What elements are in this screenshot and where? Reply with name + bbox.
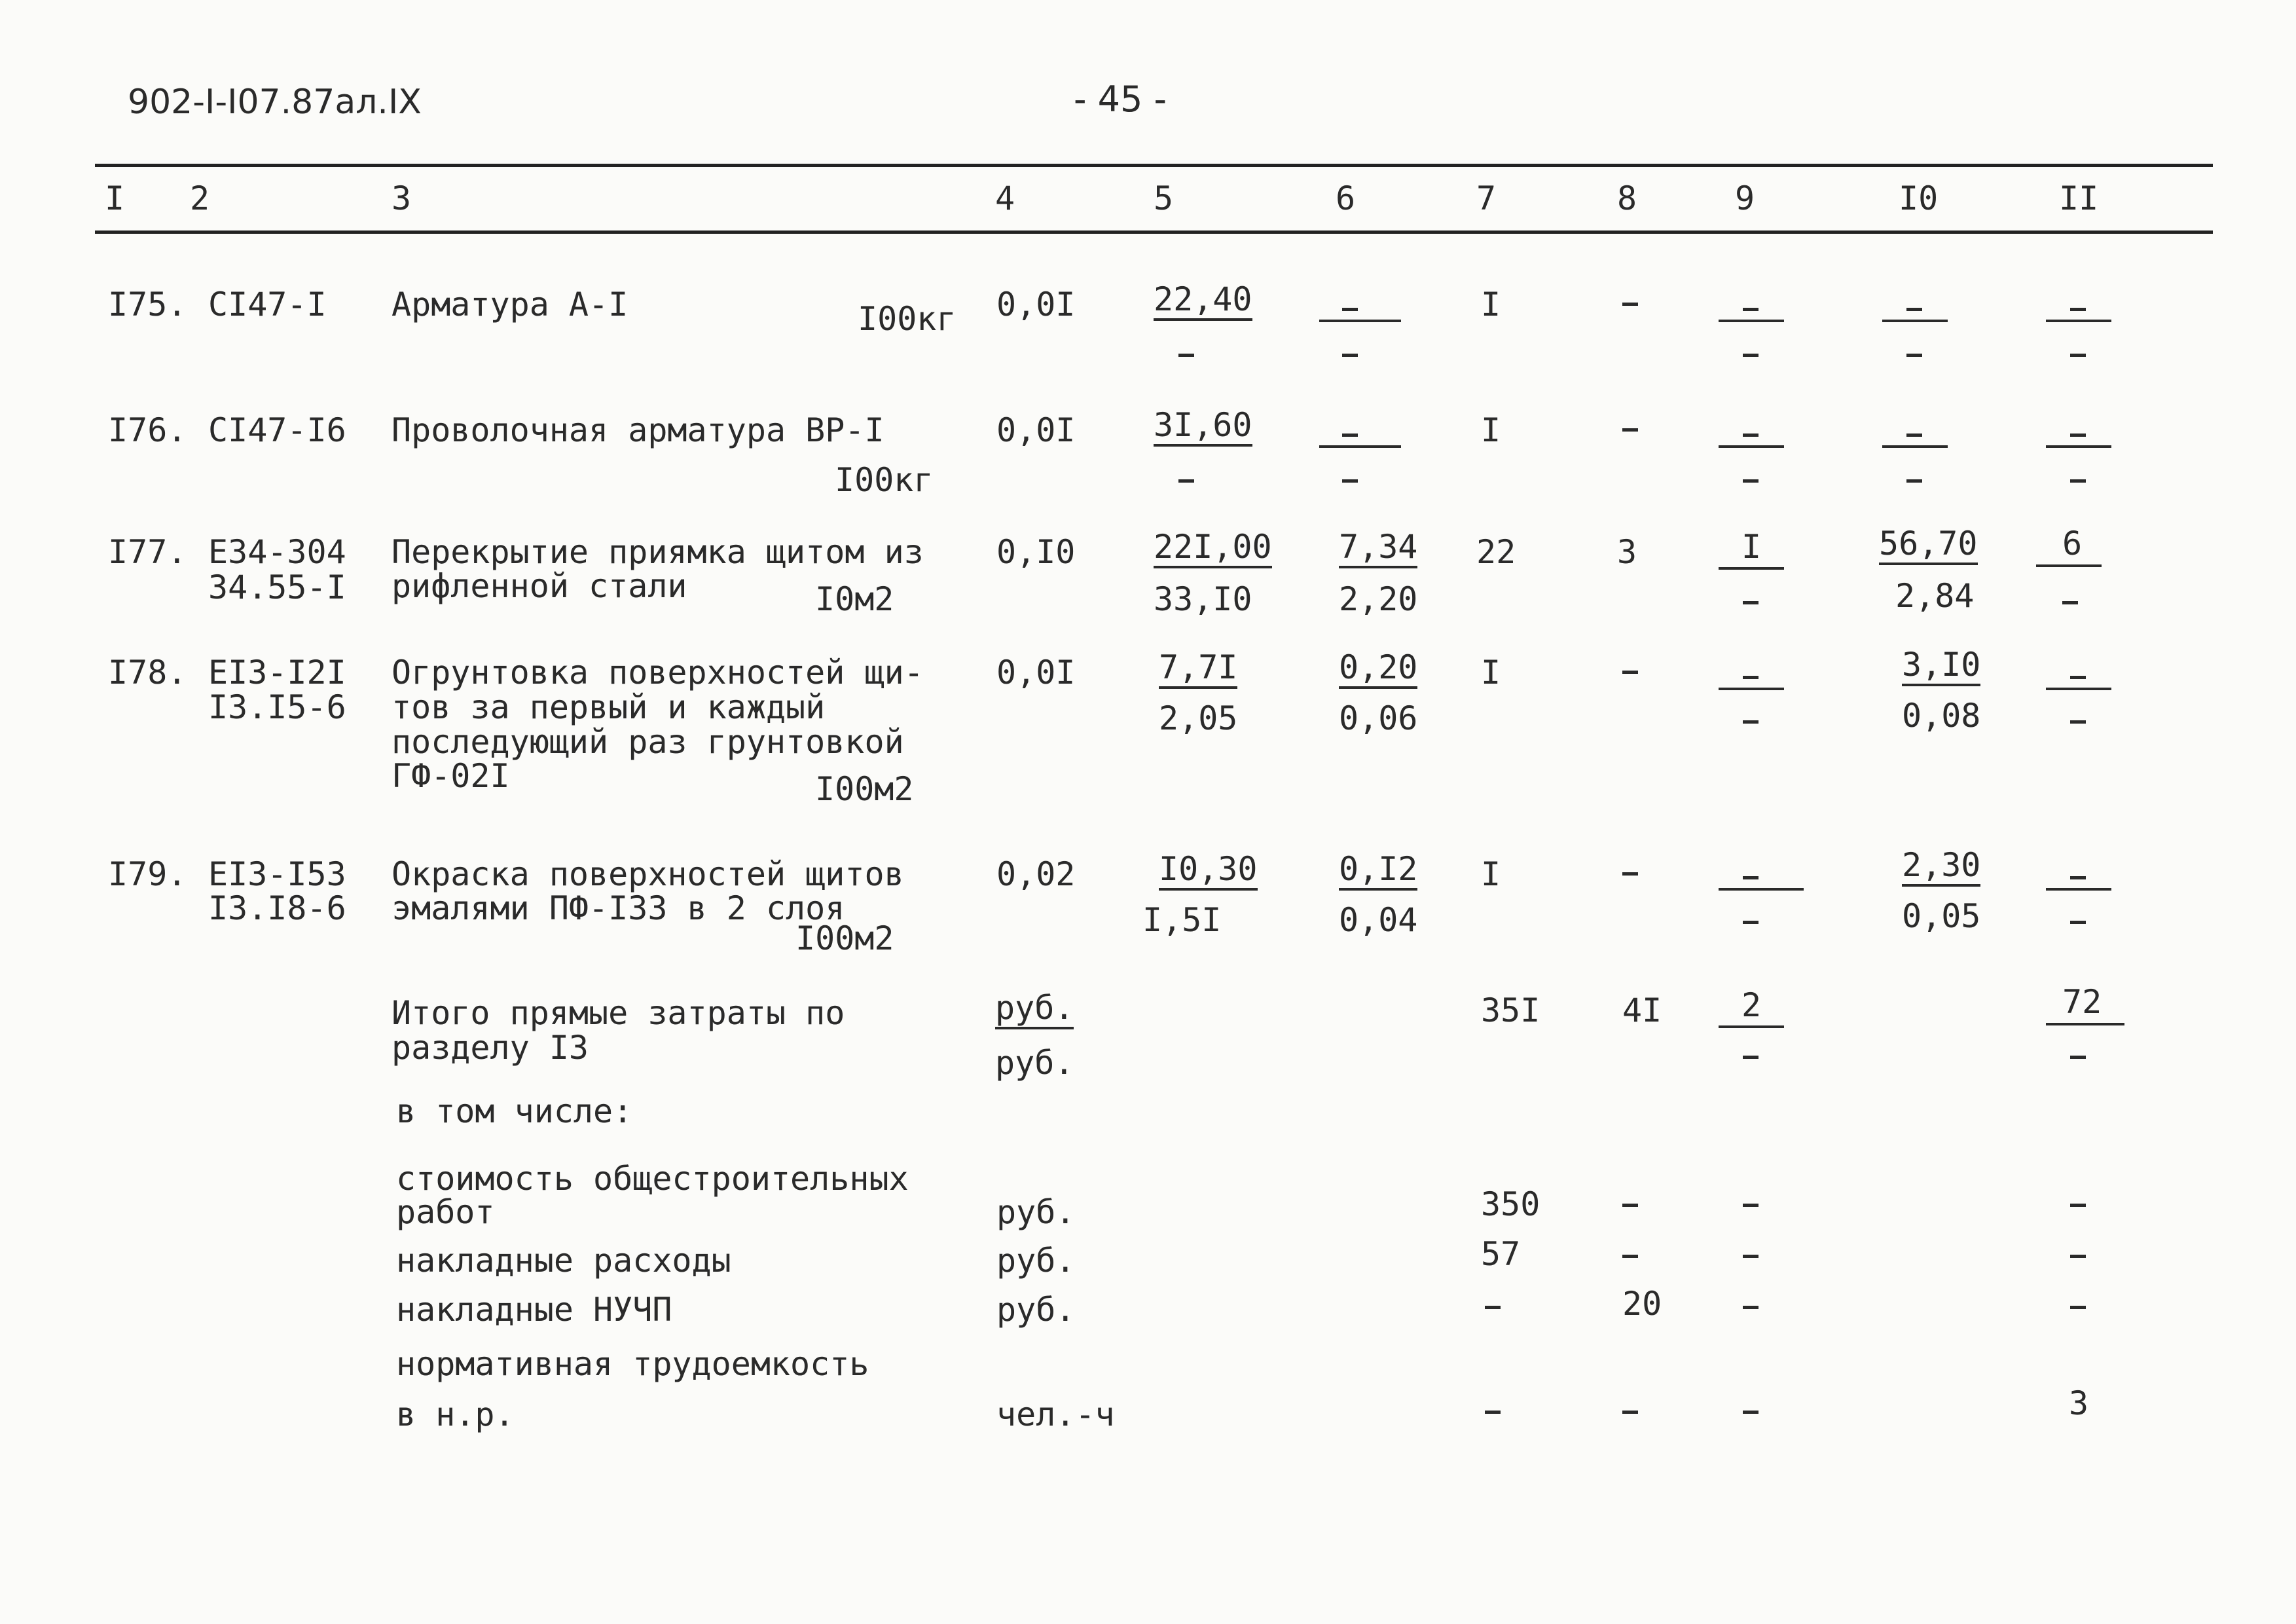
row-unit: I00кг [858,300,957,338]
row-unit: I00кг [835,461,934,499]
row-c11-bottom [2070,921,2086,924]
row-c7: I [1481,286,1501,323]
col-header-6: 6 [1336,179,1356,217]
row-c6-dash [1342,308,1358,311]
row-c5-top: I0,30 [1159,853,1258,891]
breakdown-c9 [1743,1306,1758,1309]
row-c10-dash [1906,434,1922,437]
col-header-2: 2 [190,179,210,217]
row-unit: I00м2 [795,919,894,957]
row-c5-bottom: 33,I0 [1154,580,1252,618]
row-c10-top: 3,I0 [1902,648,1980,686]
col-header-11: II [2059,179,2099,217]
row-number: I79. [108,855,187,893]
breakdown-c8 [1622,1255,1638,1258]
row-name-line: тов за первый и каждый [392,688,826,726]
breakdown-c11 [2070,1306,2086,1309]
document-code: 902-I-I07.87ал.IX [128,83,422,122]
row-number: I78. [108,654,187,692]
row-c10-bottom [1906,354,1922,357]
row-c8 [1622,303,1638,306]
row-c11-bottom [2070,720,2086,724]
row-c5-bottom: 2,05 [1159,699,1238,737]
row-unit: I0м2 [815,580,894,618]
row-c11-dash [2070,308,2086,311]
row-c7: 22 [1476,533,1516,571]
row-c11-bottom [2062,601,2078,604]
totals-c9-underline [1719,1025,1784,1028]
row-name-line: последующий раз грунтовкой [392,723,904,761]
row-c6-bottom: 0,06 [1339,699,1418,737]
row-c9-bottom [1743,354,1758,357]
col-header-9: 9 [1735,179,1755,217]
row-c9-bottom [1743,921,1758,924]
row-c5-top: 7,7I [1159,651,1237,689]
totals-c9-bottom [1743,1056,1758,1059]
row-code-2: I3.I5-6 [208,688,346,726]
row-name: Проволочная арматура ВР-I [392,411,884,449]
row-c9-dash [1743,308,1758,311]
row-c9-top [1719,688,1784,690]
row-number: I75. [108,286,187,323]
row-c11-top [2046,445,2111,448]
row-c11-bottom [2070,354,2086,357]
breakdown-label: стоимость общестроительных [396,1160,909,1198]
row-c11-top: 6 [2062,525,2083,563]
row-quantity: 0,0I [996,411,1076,449]
col-header-1: I [105,179,125,217]
row-c6-top: 0,20 [1339,651,1417,689]
col-header-3: 3 [392,179,412,217]
breakdown-c8 [1622,1204,1638,1207]
row-c9-bottom [1743,720,1758,724]
breakdown-c9 [1743,1204,1758,1207]
row-c7: I [1481,411,1501,449]
row-c9-top [1719,888,1804,891]
breakdown-c8: 20 [1622,1285,1662,1323]
row-name-line: ГФ-02I [392,757,510,795]
row-c8 [1622,428,1638,432]
row-name-line: Перекрытие приямка щитом из [392,533,924,571]
row-code: CI47-I [208,286,327,323]
totals-c11-bottom [2070,1056,2086,1059]
breakdown-label: в н.р. [396,1395,515,1433]
row-unit: I00м2 [815,770,914,808]
breakdown-unit: руб. [996,1193,1076,1231]
row-code: ЕI3-I53 [208,855,346,893]
row-name-line: эмалями ПФ-I33 в 2 слоя [392,889,845,927]
breakdown-c9 [1743,1255,1758,1258]
row-c6-dash [1342,434,1358,437]
breakdown-label: накладные расходы [396,1242,731,1280]
row-name: Арматура А-I [392,286,629,323]
row-c10-dash [1906,308,1922,311]
breakdown-c11 [2070,1255,2086,1258]
breakdown-unit: руб. [996,1291,1076,1329]
row-c5-top: 3I,60 [1154,409,1252,447]
row-c5-top: 22I,00 [1154,530,1272,568]
row-number: I77. [108,533,187,571]
row-code: ЕI3-I2I [208,654,346,692]
row-c11-top [2046,320,2111,322]
row-code-2: I3.I8-6 [208,889,346,927]
row-c11-dash [2070,434,2086,437]
row-c10-bottom: 2,84 [1895,577,1975,615]
row-c9-dash [1743,676,1758,679]
breakdown-c7: 350 [1481,1185,1540,1223]
row-name-line: Огрунтовка поверхностей щи- [392,654,924,692]
totals-c9-top: 2 [1741,986,1762,1024]
row-c5-bottom [1178,354,1194,357]
col-header-4: 4 [995,179,1015,217]
including-label: в том числе: [396,1092,633,1130]
row-c9-bottom [1743,601,1758,604]
breakdown-c9 [1743,1411,1758,1414]
row-c8 [1622,872,1638,876]
totals-unit: руб. [995,1044,1074,1082]
row-c5-bottom [1178,479,1194,483]
row-c11-top [2046,888,2111,891]
row-c9-underline [1719,567,1784,570]
row-c11-underline [2036,564,2102,567]
col-header-10: I0 [1899,179,1939,217]
row-c10-bottom: 0,08 [1902,697,1981,735]
row-c9-top [1719,445,1784,448]
row-c10-top [1882,445,1948,448]
row-quantity: 0,0I [996,286,1076,323]
row-c11-dash [2070,876,2086,879]
breakdown-unit: руб. [996,1242,1076,1280]
page-number: - 45 - [1074,79,1167,120]
row-c11-dash [2070,676,2086,679]
row-c9-dash [1743,876,1758,879]
totals-c11-underline [2046,1023,2124,1025]
row-c9-top [1719,320,1784,322]
breakdown-c7: 57 [1481,1235,1521,1273]
row-c9-dash [1743,434,1758,437]
row-c5-top: 22,40 [1154,283,1252,321]
row-c7: I [1481,855,1501,893]
row-c9-top: I [1741,528,1762,566]
row-c6-bottom [1342,479,1358,483]
col-header-8: 8 [1617,179,1637,217]
totals-unit: руб. [995,991,1074,1029]
totals-label: разделу I3 [392,1029,589,1067]
row-c8: 3 [1617,533,1637,571]
totals-c8: 4I [1622,991,1662,1029]
row-code-2: 34.55-I [208,568,346,606]
row-c10-top: 56,70 [1879,527,1978,565]
header-bottom-rule [95,231,2213,234]
row-number: I76. [108,411,187,449]
col-header-5: 5 [1154,179,1174,217]
row-quantity: 0,I0 [996,533,1076,571]
breakdown-c7 [1485,1306,1501,1309]
row-quantity: 0,02 [996,855,1076,893]
row-c6-top: 7,34 [1339,530,1417,568]
row-c6-top [1319,320,1401,322]
row-quantity: 0,0I [996,654,1076,692]
breakdown-unit: чел.-ч [996,1395,1115,1433]
row-name-line: рифленной стали [392,567,687,605]
row-c6-bottom [1342,354,1358,357]
row-c9-bottom [1743,479,1758,483]
row-c7: I [1481,654,1501,692]
breakdown-c11: 3 [2069,1384,2089,1422]
row-c10-bottom: 0,05 [1902,897,1981,935]
row-c8 [1622,671,1638,674]
totals-c7: 35I [1481,991,1540,1029]
row-c6-top [1319,445,1401,448]
breakdown-c11 [2070,1204,2086,1207]
row-name-line: Окраска поверхностей щитов [392,855,904,893]
totals-c11-top: 72 [2062,983,2102,1021]
breakdown-label: работ [396,1193,495,1231]
row-c11-bottom [2070,479,2086,483]
row-c5-bottom: I,5I [1142,901,1222,939]
breakdown-c7 [1485,1411,1501,1414]
col-header-7: 7 [1476,179,1497,217]
row-c11-top [2046,688,2111,690]
row-code: Е34-304 [208,533,346,571]
header-top-rule [95,164,2213,167]
row-c6-top: 0,I2 [1339,853,1417,891]
row-code: CI47-I6 [208,411,346,449]
row-c10-bottom [1906,479,1922,483]
breakdown-label: нормативная трудоемкость [396,1345,869,1383]
row-c6-bottom: 0,04 [1339,901,1418,939]
row-c6-bottom: 2,20 [1339,580,1418,618]
breakdown-label: накладные НУЧП [396,1291,672,1329]
row-c10-top: 2,30 [1902,849,1980,887]
row-c10-top [1882,320,1948,322]
breakdown-c8 [1622,1411,1638,1414]
totals-label: Итого прямые затраты по [392,994,845,1032]
